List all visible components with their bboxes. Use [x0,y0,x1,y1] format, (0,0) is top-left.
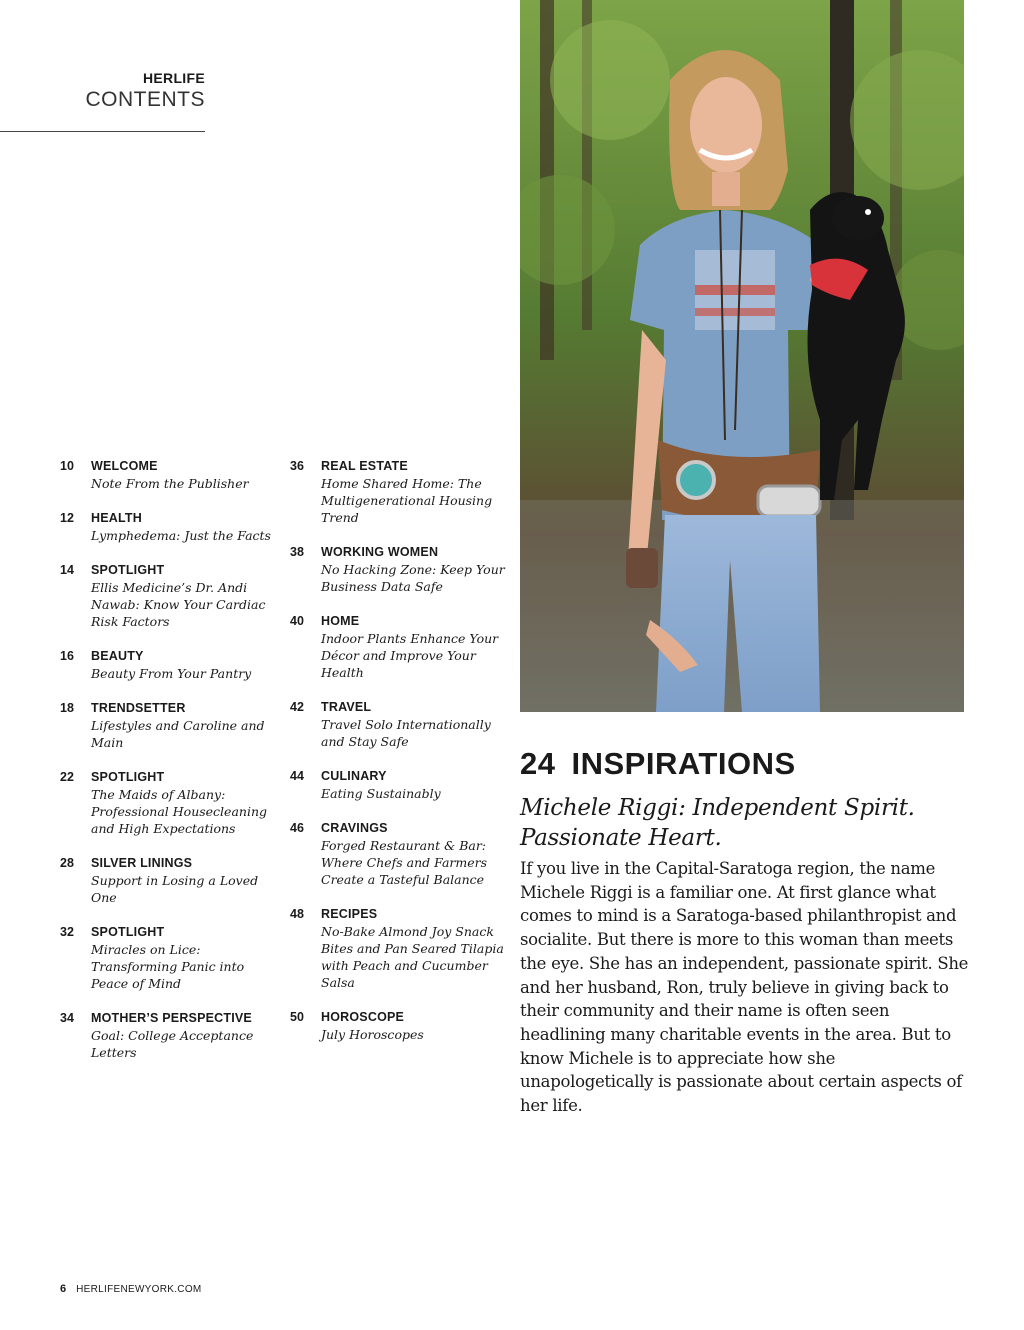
feature-category: INSPIRATIONS [571,746,796,781]
toc-entry[interactable] [290,819,505,888]
toc-category: CRAVINGS [321,821,388,835]
toc-category: HOROSCOPE [321,1010,405,1024]
toc-entry[interactable] [290,543,505,595]
feature-page-number: 24 [520,746,556,781]
toc-entry[interactable] [60,768,275,837]
toc-page-number: 32 [60,925,74,939]
magazine-name: HERLIFE [143,70,205,86]
toc-category: SPOTLIGHT [91,563,165,577]
toc-entry[interactable] [290,1008,505,1043]
toc-title: Goal: College Acceptance Letters [91,1028,254,1060]
toc-entry[interactable] [290,457,505,526]
toc-page-number: 44 [290,769,304,783]
toc-title: Lymphedema: Just the Facts [91,528,271,543]
toc-title: The Maids of Albany: Professional Housecleaning and High Expectations [91,787,268,836]
toc-category: WORKING WOMEN [321,545,439,559]
toc-entry[interactable] [60,457,275,492]
toc-entry[interactable] [60,561,275,630]
feature-heading [520,744,970,784]
toc-category: REAL ESTATE [321,459,408,473]
toc-category: TRENDSETTER [91,701,186,715]
toc-title: Travel Solo Internationally and Stay Safe [321,717,491,749]
toc-category: BEAUTY [91,649,144,663]
masthead-divider [0,131,205,132]
toc-page-number: 34 [60,1011,74,1025]
toc-page-number: 38 [290,545,304,559]
toc-title: Beauty From Your Pantry [91,666,252,681]
toc-page-number: 42 [290,700,304,714]
toc-title: Home Shared Home: The Multigenerational Housing Trend [321,476,493,525]
toc-category: SPOTLIGHT [91,925,165,939]
feature-photo-illustration [520,0,964,712]
website-url: HERLIFENEWYORK.COM [76,1283,202,1295]
toc-page-number: 36 [290,459,304,473]
toc-page-number: 22 [60,770,74,784]
toc-title: No-Bake Almond Joy Snack Bites and Pan Seared Tilapia with Peach and Cucumber Salsa [321,924,504,990]
toc-title: July Horoscopes [321,1027,424,1042]
toc-title: Miracles on Lice: Transforming Panic into Peace of Mind [91,942,245,991]
toc-entry[interactable] [290,767,505,802]
toc-entry[interactable] [290,612,505,681]
feature-body-text: If you live in the Capital-Saratoga region, the name Michele Riggi is a familiar one. At first glance what comes to mind is a Saratoga-based philanthropist and socialite. But there is more to this woman than meets the eye. She has an independent, passionate spirit. She and her husband, Ron, truly believe in giving back to their community and their name is often seen headlining many charitable events in the area. But to know Michele is to appreciate how she unapologetically is passionate about certain aspects of her life. [520,859,969,1116]
toc-page-number: 40 [290,614,304,628]
toc-category: HOME [321,614,360,628]
feature-photo [520,0,964,712]
toc-category: WELCOME [91,459,158,473]
toc-title: No Hacking Zone: Keep Your Business Data Safe [321,562,505,594]
section-title: CONTENTS [85,88,205,111]
toc-category: SPOTLIGHT [91,770,165,784]
folio-page-number: 6 [60,1283,67,1295]
masthead [86,70,206,113]
feature-subtitle: Michele Riggi: Independent Spirit. Passionate Heart. [520,795,915,851]
toc-entry[interactable] [290,698,505,750]
toc-title: Indoor Plants Enhance Your Décor and Improve Your Health [321,631,499,680]
toc-title: Note From the Publisher [91,476,249,491]
toc-entry[interactable] [60,854,275,906]
feature-story[interactable] [520,744,970,1118]
toc-title: Support in Losing a Loved One [91,873,259,905]
page-footer [60,1283,202,1295]
toc-title: Forged Restaurant & Bar: Where Chefs and Farmers Create a Tasteful Balance [321,838,488,887]
toc-entry[interactable] [60,699,275,751]
toc-page-number: 10 [60,459,74,473]
toc-page-number: 18 [60,701,74,715]
toc-entry[interactable] [60,509,275,544]
toc-entry[interactable] [290,905,505,991]
toc-category: HEALTH [91,511,142,525]
toc-page-number: 16 [60,649,74,663]
toc-page-number: 28 [60,856,74,870]
toc-page-number: 12 [60,511,74,525]
toc-page-number: 50 [290,1010,304,1024]
toc-category: CULINARY [321,769,387,783]
toc-category: RECIPES [321,907,378,921]
toc-title: Eating Sustainably [321,786,441,801]
toc-title: Ellis Medicine’s Dr. Andi Nawab: Know Your Cardiac Risk Factors [91,580,266,629]
toc-page-number: 48 [290,907,304,921]
toc-category: MOTHER’S PERSPECTIVE [91,1011,252,1025]
toc-page-number: 14 [60,563,74,577]
toc-column-right [290,457,505,1060]
toc-category: TRAVEL [321,700,372,714]
toc-category: SILVER LININGS [91,856,193,870]
toc-entry[interactable] [60,1009,275,1061]
toc-page-number: 46 [290,821,304,835]
toc-entry[interactable] [60,923,275,992]
toc-entry[interactable] [60,647,275,682]
toc-title: Lifestyles and Caroline and Main [91,718,265,750]
toc-column-left [60,457,275,1078]
